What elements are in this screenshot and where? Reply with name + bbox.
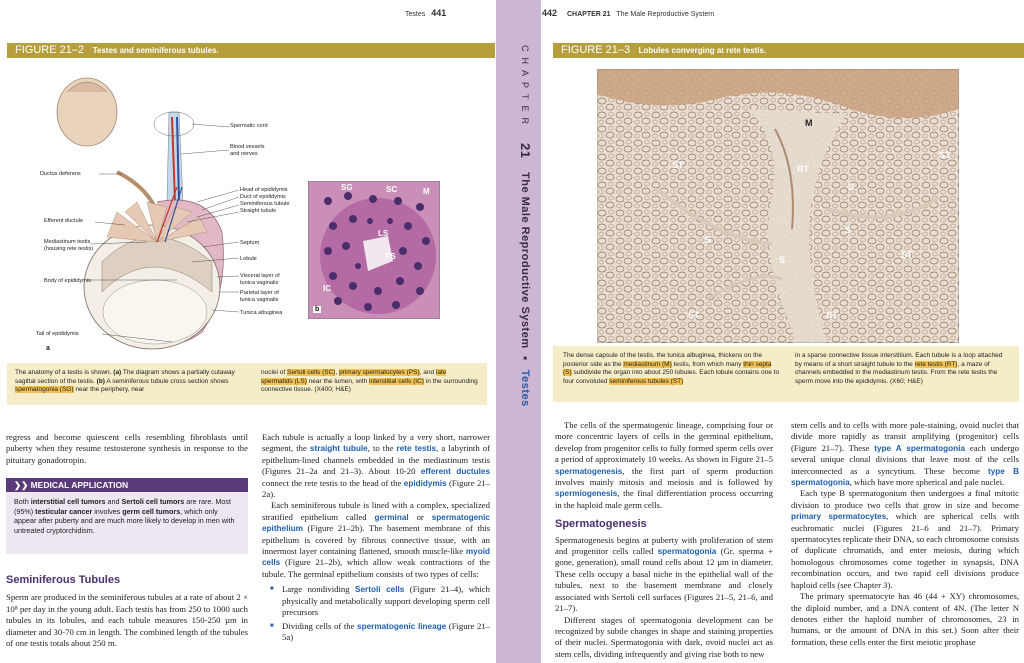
running-head-chapter: CHAPTER 21: [566, 11, 611, 18]
caption-highlight: seminiferous tubules (ST): [609, 377, 684, 385]
keyword: epididymis: [403, 478, 447, 488]
right-page: [541, 0, 1024, 663]
seminiferous-section: [6, 575, 248, 649]
section-heading-spermatogenesis: Spermatogenesis: [555, 518, 647, 531]
text: connect the rete testis to the head of the: [262, 477, 404, 488]
caption-col-1: [15, 369, 243, 395]
label-head-epididymis: Head of epididymis: [240, 187, 288, 193]
text: Dividing cells of the: [282, 620, 358, 631]
keyword: spermatogonia: [657, 547, 717, 557]
text: , which only appear after puberty and are much more likely to develop in men with untreated cryptorchidism.: [14, 506, 235, 535]
text: (Gr. sperma + gone, generation), small round cells about 12 µm in diameter. These cells occupy a basal niche in the epithelial wall of the tubules, next to the basement membrane and closely associated with Sertoli cell surfaces (Figures 21–5, 21–6, and 21–7).: [555, 546, 773, 614]
label-st-3: ST: [901, 250, 913, 260]
list-item: [282, 621, 490, 644]
label-sc: SC: [386, 185, 398, 194]
label-visceral-2: tunica vaginalis: [240, 280, 279, 286]
paragraph: Different stages of spermatogonia development can be recognized by subtle changes in shape and staining properties of their nuclei. Spermatogonia with dark, ovoid nuclei act as stem cells, dividing infrequently and giving rise both to new: [555, 614, 773, 659]
keyword: efferent ductules: [420, 467, 490, 477]
caption-highlight: late spermatids (LS): [261, 369, 447, 385]
paragraph: [555, 420, 773, 511]
left-col-2-text: [262, 432, 490, 647]
text: , to the: [367, 443, 397, 454]
running-head-title: Testes: [405, 11, 426, 18]
label-s-3: S: [845, 225, 852, 235]
label-duct-epididymis: Duct of epididymis: [240, 194, 286, 200]
caption-text: subdivide the organ into about 250 lobules. Each lobule contains one to four convoluted: [563, 369, 780, 385]
medical-application-header: ❯❯ MEDICAL APPLICATION: [6, 478, 248, 492]
text: are rare. Most (95%): [14, 497, 231, 516]
label-mediastinum-testis: Mediastinum testis: [44, 239, 91, 245]
label-straight-tubule: Straight tubule: [240, 208, 277, 214]
caption-col-2: [261, 369, 479, 395]
chapter-title: The Male Reproductive System: [519, 172, 531, 349]
term: Sertoli cell tumors: [121, 497, 185, 506]
keyword: spermatogenesis: [555, 466, 623, 476]
list-item: [282, 584, 490, 618]
keyword: rete testis: [396, 444, 437, 454]
paragraph: [791, 488, 1019, 591]
label-tunica-albuginea: Tunica albuginea: [240, 310, 283, 316]
keyword: spermatogenic lineage: [357, 621, 447, 631]
caption-text: near the lumen, with: [306, 377, 370, 385]
label-body-epididymis: Body of epididymis: [44, 278, 91, 284]
label-housing-rete: (housing rete testis): [44, 246, 94, 252]
text: , which have more spherical and pale nuclei.: [849, 477, 1005, 488]
keyword: Sertoli cells: [355, 585, 405, 595]
tubule-micrograph: [308, 181, 440, 319]
left-col-1-text: [6, 432, 248, 466]
caption-bold: (b): [96, 377, 105, 385]
label-s-4: S: [848, 182, 855, 192]
label-st-5: ST: [826, 310, 838, 320]
paragraph: [262, 500, 490, 580]
caption-text: The diagram shows a partially cutaway sagittal section of the testis.: [15, 369, 235, 385]
left-page: [0, 0, 496, 663]
right-col-2-text: [791, 420, 1019, 648]
figure-21-3-caption: [553, 346, 1019, 402]
text: (Figure 21–4), which physically and metabolically support developing sperm cell precursors: [282, 584, 491, 618]
label-and-nerves: and nerves: [230, 151, 258, 157]
chapter-number: 21: [518, 143, 533, 159]
label-ic: IC: [323, 284, 331, 293]
label-spermatic-cord: Spermatic cord: [230, 123, 268, 129]
running-head-right: [541, 8, 714, 18]
text: and: [105, 497, 122, 506]
panel-b-label: b: [315, 306, 320, 313]
figure-21-2-caption: [7, 363, 487, 405]
medical-application-text: [6, 492, 248, 540]
label-s-1: S: [705, 235, 712, 245]
text: Each tubule is actually a loop linked by a very short, narrower segment, the: [262, 432, 490, 454]
figure-number: FIGURE 21–2: [15, 44, 85, 56]
text: Large nondividing: [282, 584, 356, 595]
caption-highlight: mediastinum (M): [623, 360, 672, 368]
caption-text: near the periphery, near: [73, 386, 145, 393]
text: Each type B spermatogonium then undergoes a final mitotic division to produce two cells that grow in size and become: [791, 488, 1019, 510]
text: (Figure 21–2a).: [262, 477, 490, 500]
keyword: straight tubule: [309, 444, 368, 454]
label-sg: SG: [341, 183, 353, 192]
text: stem cells and to cells with more pale-staining, ovoid nuclei that divide more rapidly as transit amplifying (progenitor) cells (Figure 21–7). These: [791, 420, 1019, 453]
label-lobule: Lobule: [240, 256, 257, 262]
label-st-4: ST: [688, 310, 700, 320]
caption-highlight: rete testis (RT): [914, 360, 958, 368]
caption-text: A seminiferous tubule cross section shows: [104, 377, 229, 385]
text: Both: [14, 497, 31, 506]
label-ductus-deferens: Ductus deferens: [40, 171, 81, 177]
label-septum: Septum: [240, 240, 260, 246]
caption-highlight: interstitial cells (IC): [369, 377, 424, 385]
label-ls: LS: [378, 229, 389, 238]
running-head-left: [405, 8, 450, 18]
text: (Figure 21–2b). The basement membrane of this epithelium is covered by fibrous connective tissue, with an innermost layer containing flattened, smooth muscle-like: [262, 523, 490, 557]
term: testicular cancer: [35, 506, 93, 516]
page-number: 442: [542, 8, 558, 18]
figure-title: Lobules converging at rete testis.: [638, 46, 767, 55]
caption-bold: (a): [113, 369, 122, 376]
label-rt: RT: [797, 164, 809, 174]
text: (Figure 21–5a): [282, 620, 490, 642]
separator-icon: ■: [522, 355, 528, 363]
label-st-2: ST: [939, 150, 951, 160]
label-ps: PS: [385, 252, 396, 261]
caption-text: The anatomy of a testis is shown.: [15, 369, 114, 376]
keyword: primary spermatocytes: [791, 512, 887, 522]
chapter-gutter: [496, 0, 541, 663]
keyword: spermatogenic epithelium: [262, 512, 490, 534]
term: germ cell tumors: [122, 506, 181, 516]
text: , which are spherical cells with euchromatic nuclei (Figures 21–6 and 21–7). Primary spermatocytes replicate their DNA, so each chromosome consists of duplicate chromatids, and enter meiosis, during which homologous chromosomes come together in synapsis, DNA recombination occurs, and two rapid cell divisions produce haploid cells (see Chapter 3).: [791, 511, 1019, 590]
label-m: M: [423, 187, 430, 196]
paragraph: regress and become quiescent cells resembling fibroblasts until puberty when they resume testosterone synthesis in response to the pituitary gonadotropin.: [6, 432, 248, 465]
caption-text: The dense capsule of the testis, the tunica albuginea, thickens on the posterior side as the: [563, 352, 763, 368]
caption-highlight: Sertoli cells (SC): [287, 369, 336, 376]
text: each undergo several unique clonal divisions that leave most of the cells interconnected as a syncytium. These become: [791, 442, 1019, 476]
text: , the first part of sperm production involves mainly mitosis and meiosis and is followed by: [555, 465, 773, 488]
label-parietal-1: Parietal layer of: [240, 290, 279, 296]
caption-text: , a maze of channels embedded in the mediastinum testis. From the rete testis the sperm move into the epididymis. (X60; H&E): [795, 360, 998, 385]
caption-col-1: [563, 352, 781, 386]
figure-title: Testes and seminiferous tubules.: [92, 46, 219, 55]
caption-text: in a sparse connective tissue interstitium. Each tubule is a loop attached by means of a short straight tubule to the: [795, 352, 1003, 368]
label-efferent-ductule: Efferent ductule: [44, 218, 84, 224]
caption-text: testis, from which many: [671, 360, 744, 368]
text: The cells of the spermatogenic lineage, comprising four or more concentric layers of cells in the germinal epithelium, develop from progenitor cells to fully formed sperm cells over a period of approximately 10 weeks. As shown in Figure 21–5: [555, 420, 773, 465]
page-number: 441: [431, 8, 447, 18]
chapter-subtitle: Testes: [519, 369, 531, 407]
text: , the final differentiation process occurring in the haploid male germ cells.: [555, 488, 773, 510]
right-col-1-text: [555, 420, 773, 660]
figure-21-2-title-bar: [7, 43, 495, 58]
caption-col-2: [795, 352, 1011, 386]
label-visceral-1: Visceral layer of: [240, 273, 280, 279]
label-blood-vessels: Blood vessels: [230, 144, 265, 150]
caption-highlight: primary spermatocytes (PS): [339, 369, 420, 376]
keyword: type B spermatogonia: [791, 466, 1019, 488]
chapter-tab: [503, 45, 533, 407]
keyword: myoid cells: [262, 547, 490, 568]
text: , a labyrinth of epithelium-lined channels embedded in the mediastinum testis (Figures 21–2a and 21–3). About 10-20: [262, 443, 491, 477]
cell-type-list: [262, 584, 490, 643]
keyword: type A spermatogonia: [874, 443, 965, 453]
paragraph: [555, 535, 773, 615]
text: involves: [92, 506, 123, 516]
caption-highlight: spermatogonia (SG): [15, 386, 74, 393]
paragraph: [791, 420, 1019, 488]
text: or: [408, 511, 432, 522]
figure-number: FIGURE 21–3: [561, 44, 631, 56]
caption-text: ,: [335, 369, 340, 376]
caption-text: , and: [419, 369, 436, 376]
label-seminiferous-tubule: Seminiferous tubule: [240, 201, 290, 207]
panel-a-label: a: [46, 345, 50, 352]
label-s-2: S: [779, 255, 786, 265]
label-parietal-2: tunica vaginalis: [240, 297, 279, 303]
text: Spermatogenesis begins at puberty with proliferation of stem and progenitor cells called: [555, 534, 773, 557]
label-st-1: ST: [672, 160, 684, 170]
label-tail-epididymis: Tail of epididymis: [36, 331, 79, 337]
figure-21-3-title-bar: [553, 43, 1024, 58]
section-heading-seminiferous: Seminiferous Tubules: [6, 574, 121, 586]
term: interstitial cell tumors: [30, 497, 106, 506]
paragraph: Sperm are produced in the seminiferous tubules at a rate of about 2 × 10⁸ per day in the young adult. Each testis has from 250 to 1000 such tubules in its lobules, and each tubule measures 150-250 µm in diameter and 30-70 cm in length. The combined length of the tubules of one testis totals about 250 m.: [6, 592, 248, 649]
caption-highlight: thin septa (S): [563, 360, 772, 376]
chapter-word: CHAPTER: [520, 45, 530, 131]
paragraph: [262, 432, 490, 500]
caption-text: in the surrounding connective tissue. (X400; H&E): [261, 377, 478, 393]
rete-testis-micrograph: [597, 69, 959, 343]
caption-text: nuclei of: [261, 369, 288, 376]
keyword: germinal: [374, 512, 409, 522]
running-head-title: The Male Reproductive System: [616, 11, 715, 18]
medical-application-box: [6, 478, 248, 554]
text: (Figure 21–2b), which allow weak contractions of the tubule. The germinal epithelium consists of two types of cells:: [262, 557, 490, 579]
label-m: M: [805, 118, 813, 128]
paragraph: The primary spermatocyte has 46 (44 + XY) chromosomes, the diploid number, and a DNA content of 4N. (The letter N denotes either the haploid number of chromosomes, 23 in humans, or the amount of DNA in this set.) Soon after their formation, these cells enter the first meiotic prophase: [791, 591, 1019, 647]
keyword: spermiogenesis: [555, 489, 618, 499]
text: Each seminiferous tubule is lined with a complex, specialized stratified epithelium called: [262, 500, 490, 522]
